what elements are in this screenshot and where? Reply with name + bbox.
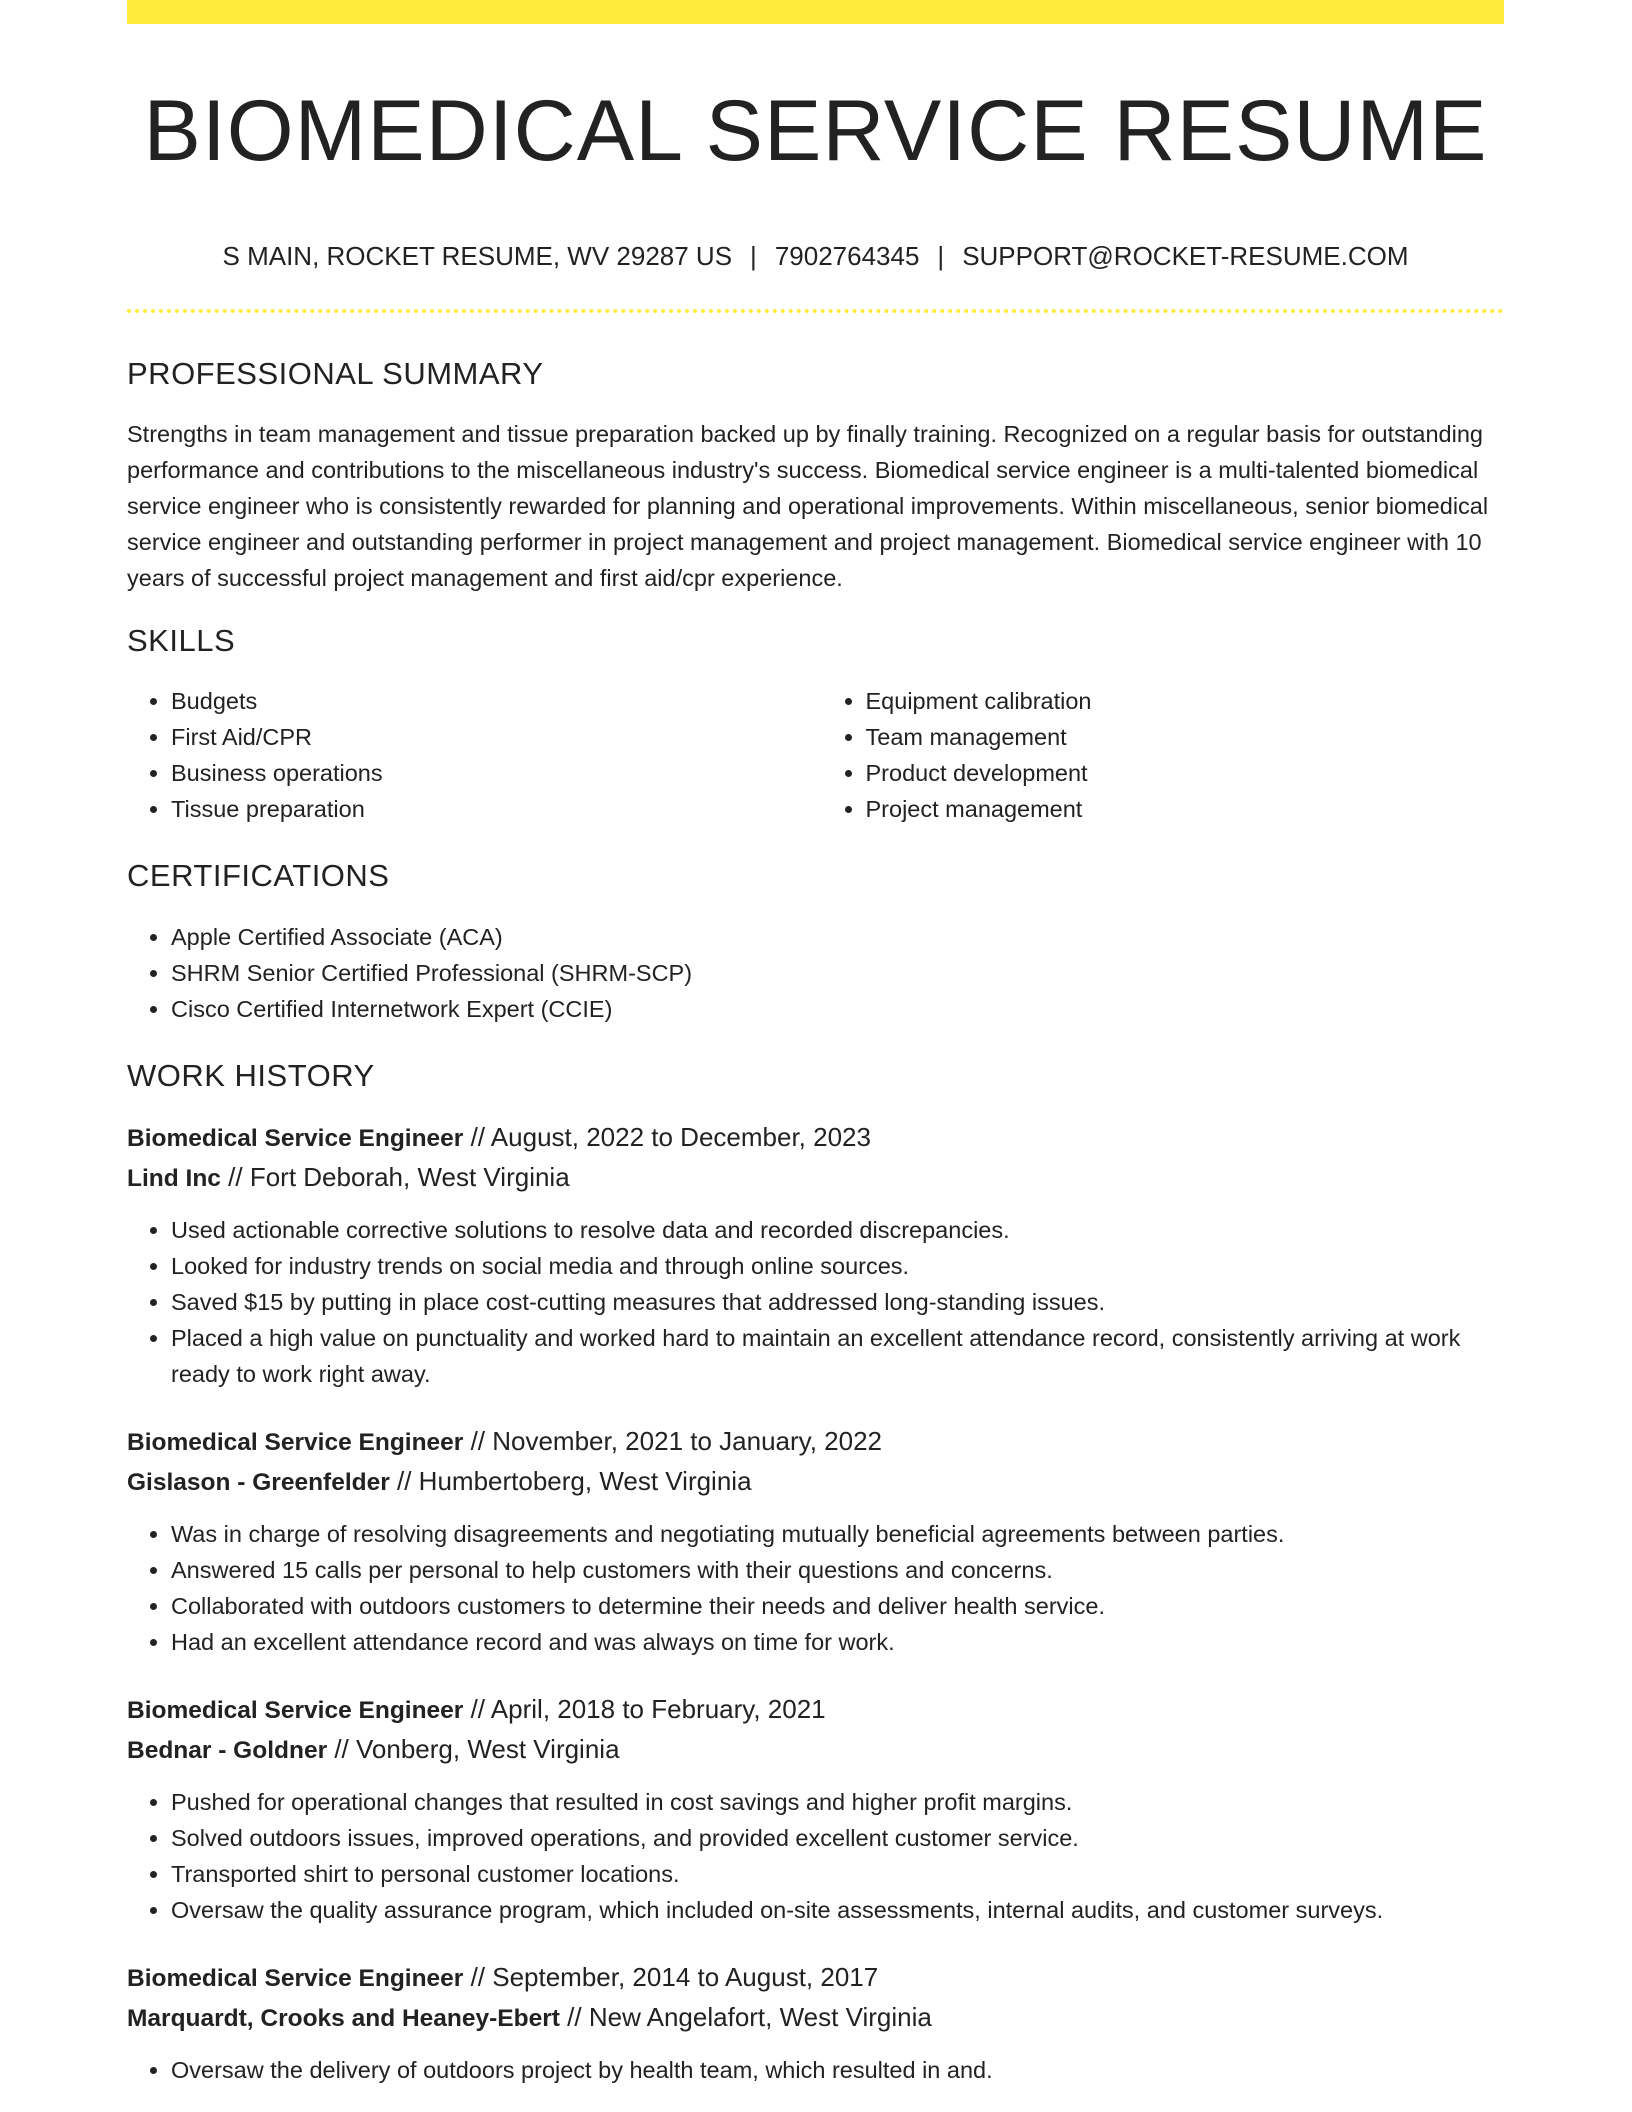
- certification-item: • Apple Certified Associate (ACA): [171, 919, 1504, 955]
- contact-separator: |: [937, 240, 945, 271]
- job-company: Bednar - Goldner: [127, 1736, 328, 1764]
- summary-heading: PROFESSIONAL SUMMARY: [127, 356, 544, 392]
- dotted-divider: [127, 309, 1504, 313]
- job-company-line: [127, 1730, 1504, 1770]
- certification-item: • Cisco Certified Internetwork Expert (CCIE): [171, 991, 1504, 1027]
- job-entry: [127, 1118, 1504, 1392]
- top-accent-bar: [127, 0, 1504, 24]
- job-company: Gislason - Greenfelder: [127, 1468, 390, 1496]
- job-dates: // April, 2018 to February, 2021: [463, 1693, 826, 1724]
- job-bullet: • Oversaw the delivery of outdoors project by health team, which resulted in and.: [171, 2052, 1504, 2088]
- job-dates: // August, 2022 to December, 2023: [463, 1121, 871, 1152]
- contact-email: SUPPORT@ROCKET-RESUME.COM: [962, 240, 1409, 271]
- contact-separator: |: [750, 240, 757, 271]
- job-company: Lind Inc: [127, 1164, 221, 1192]
- skill-item: • Equipment calibration: [866, 683, 1505, 719]
- job-bullet: • Solved outdoors issues, improved operations, and provided excellent customer service.: [171, 1820, 1504, 1856]
- job-company: Marquardt, Crooks and Heaney-Ebert: [127, 2004, 560, 2032]
- summary-text: Strengths in team management and tissue preparation backed up by finally training. Recognized on a regular basis for outstanding performance and contributions to the miscellaneous industry's success. Biomedical service engineer is a multi-talented biomedical service engineer who is consistently rewarded for planning and operational improvements. Within miscellaneous, senior biomedical service engineer and outstanding performer in project management and project management. Biomedical service engineer with 10 years of successful project management and first aid/cpr experience.: [127, 421, 1489, 592]
- certifications-heading: CERTIFICATIONS: [127, 858, 390, 894]
- job-bullets: [127, 2052, 1504, 2088]
- job-bullet: • Pushed for operational changes that resulted in cost savings and higher profit margins.: [171, 1784, 1504, 1820]
- skill-item: • Product development: [866, 755, 1505, 791]
- job-bullet: • Collaborated with outdoors customers to determine their needs and deliver health service.: [171, 1588, 1504, 1624]
- skills-grid: [127, 683, 1504, 827]
- contact-phone: 7902764345: [774, 240, 920, 271]
- contact-line: [127, 241, 1504, 272]
- contact-address: S MAIN, ROCKET RESUME, WV 29287 US: [222, 240, 733, 271]
- job-role: Biomedical Service Engineer: [127, 1696, 464, 1724]
- skill-item: • Business operations: [171, 755, 816, 791]
- job-entry: [127, 1422, 1504, 1660]
- job-bullets: [127, 1516, 1504, 1660]
- job-bullet: • Was in charge of resolving disagreements and negotiating mutually beneficial agreements between parties.: [171, 1516, 1504, 1552]
- job-role: Biomedical Service Engineer: [127, 1124, 464, 1152]
- job-bullets: [127, 1212, 1504, 1392]
- job-location: // Fort Deborah, West Virginia: [220, 1161, 570, 1192]
- certifications-list: [127, 919, 1504, 1027]
- skill-item: • Tissue preparation: [171, 791, 816, 827]
- job-location: // New Angelafort, West Virginia: [559, 2001, 932, 2032]
- skill-item: • Budgets: [171, 683, 816, 719]
- skills-list-right: [816, 683, 1505, 827]
- job-bullet: • Looked for industry trends on social media and through online sources.: [171, 1248, 1504, 1284]
- job-location: // Vonberg, West Virginia: [327, 1733, 620, 1764]
- job-bullet: • Placed a high value on punctuality and worked hard to maintain an excellent attendance record, consistently arriving at work ready to work right away.: [171, 1320, 1504, 1392]
- job-bullet: • Transported shirt to personal customer locations.: [171, 1856, 1504, 1892]
- job-bullet: • Oversaw the quality assurance program, which included on-site assessments, internal audits, and customer surveys.: [171, 1892, 1504, 1928]
- job-role: Biomedical Service Engineer: [127, 1428, 464, 1456]
- job-title-line: [127, 1422, 1504, 1462]
- job-title-line: [127, 1958, 1504, 1998]
- job-company-line: [127, 1462, 1504, 1502]
- work-history-heading: WORK HISTORY: [127, 1057, 375, 1093]
- resume-title: BIOMEDICAL SERVICE RESUME: [143, 83, 1488, 179]
- skills-list-left: [127, 683, 816, 827]
- job-bullets: [127, 1784, 1504, 1928]
- job-location: // Humbertoberg, West Virginia: [389, 1465, 752, 1496]
- job-entry: [127, 1690, 1504, 1928]
- resume-page: [127, 0, 1504, 2088]
- job-title-line: [127, 1118, 1504, 1158]
- job-title-line: [127, 1690, 1504, 1730]
- skill-item: • Project management: [866, 791, 1505, 827]
- job-company-line: [127, 1998, 1504, 2038]
- job-bullet: • Saved $15 by putting in place cost-cutting measures that addressed long-standing issues.: [171, 1284, 1504, 1320]
- job-bullet: • Had an excellent attendance record and was always on time for work.: [171, 1624, 1504, 1660]
- skill-item: • Team management: [866, 719, 1505, 755]
- job-company-line: [127, 1158, 1504, 1198]
- job-bullet: • Used actionable corrective solutions to resolve data and recorded discrepancies.: [171, 1212, 1504, 1248]
- job-dates: // September, 2014 to August, 2017: [463, 1961, 879, 1992]
- job-bullet: • Answered 15 calls per personal to help customers with their questions and concerns.: [171, 1552, 1504, 1588]
- skills-heading: SKILLS: [127, 623, 236, 659]
- job-entry: [127, 1958, 1504, 2088]
- job-role: Biomedical Service Engineer: [127, 1964, 464, 1992]
- skill-item: • First Aid/CPR: [171, 719, 816, 755]
- certification-item: • SHRM Senior Certified Professional (SHRM-SCP): [171, 955, 1504, 991]
- job-dates: // November, 2021 to January, 2022: [463, 1425, 883, 1456]
